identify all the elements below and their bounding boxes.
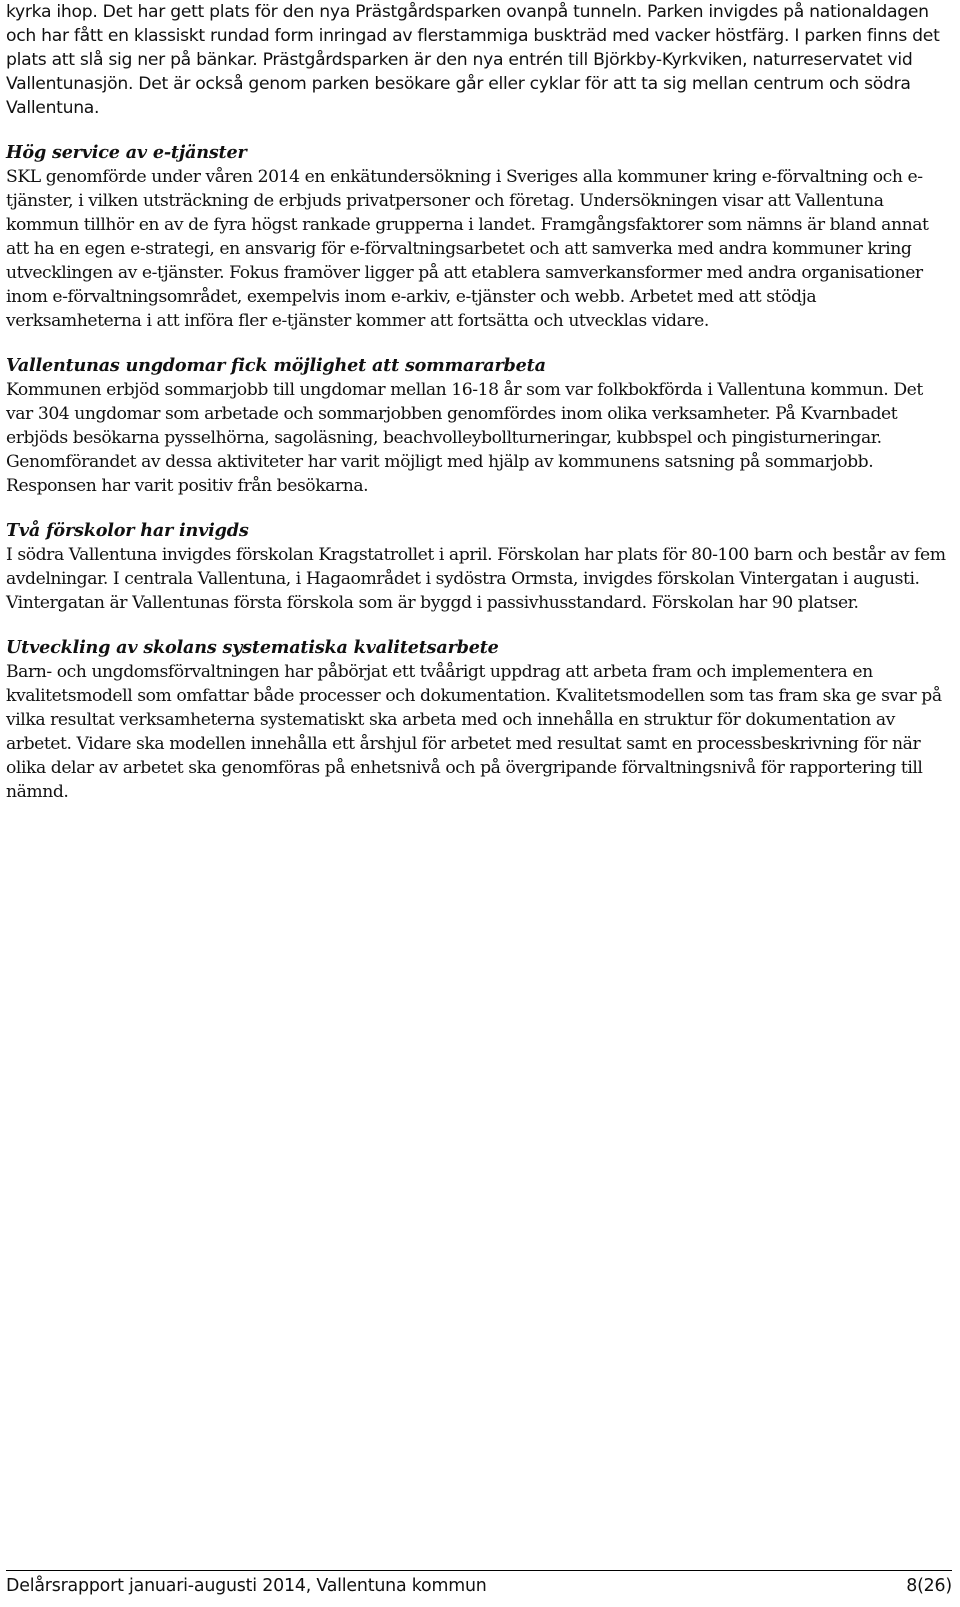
section-body: Kommunen erbjöd sommarjobb till ungdomar mellan 16-18 år som var folkbokförda i Vallentuna kommun. Det var 304 ungdomar som arbetade och sommarjobben genomfördes inom olika verksamheter. På Kvarnbadet erbjöds besökarna pysselhörna, sagoläsning, beachvolleybollturneringar, kubbspel och pingisturneringar. Genomförandet av dessa aktiviteter har varit möjligt med hjälp av kommunens satsning på sommarjobb. Responsen har varit positiv från besökarna. <box>6 380 923 496</box>
section-quality-work <box>6 636 952 804</box>
section-body: Barn- och ungdomsförvaltningen har påbörjat ett tvåårigt uppdrag att arbeta fram och implementera en kvalitetsmodell som omfattar både processer och dokumentation. Kvalitetsmodellen som tas fram ska ge svar på vilka resultat verksamheterna systematiskt ska arbeta med och innehålla en struktur för dokumentation av arbetet. Vidare ska modellen innehålla ett årshjul för arbetet med resultat samt en processbeskrivning för när olika delar av arbetet ska genomföras på enhetsnivå och på övergripande förvaltningsnivå för rapportering till nämnd. <box>6 662 942 802</box>
section-body: SKL genomförde under våren 2014 en enkätundersökning i Sveriges alla kommuner kring e-förvaltning och e-tjänster, i vilken utsträckning de erbjuds privatpersoner och företag. Undersökningen visar att Vallentuna kommun tillhör en av de fyra högst rankade grupperna i landet. Framgångsfaktorer som nämns är bland annat att ha en egen e-strategi, en ansvarig för e-förvaltningsarbetet och att samverka med andra kommuner kring utvecklingen av e-tjänster. Fokus framöver ligger på att etablera samverkansformer med andra organisationer inom e-förvaltningsområdet, exempelvis inom e-arkiv, e-tjänster och webb. Arbetet med att stödja verksamheterna i att införa fler e-tjänster kommer att fortsätta och utvecklas vidare. <box>6 167 929 331</box>
section-e-services <box>6 141 952 333</box>
section-body: I södra Vallentuna invigdes förskolan Kragstatrollet i april. Förskolan har plats för 80-100 barn och består av fem avdelningar. I centrala Vallentuna, i Hagaområdet i sydöstra Ormsta, invigdes förskolan Vintergatan i augusti. Vintergatan är Vallentunas första förskola som är byggd i passivhusstandard. Förskolan har 90 platser. <box>6 545 946 613</box>
intro-paragraph: kyrka ihop. Det har gett plats för den nya Prästgårdsparken ovanpå tunneln. Parken invigdes på nationaldagen och har fått en klassiskt rundad form inringad av flerstammiga buskträd med vacker höstfärg. I parken finns det plats att slå sig ner på bänkar. Prästgårdsparken är den nya entrén till Björkby-Kyrkviken, naturreservatet vid Vallentunasjön. Det är också genom parken besökare går eller cyklar för att ta sig mellan centrum och södra Vallentuna. <box>6 2 940 118</box>
section-heading: Två förskolor har invigds <box>6 520 249 541</box>
page-footer <box>6 1570 952 1598</box>
footer-report-title: Delårsrapport januari-augusti 2014, Vallentuna kommun <box>6 1576 487 1596</box>
document-page <box>6 0 952 804</box>
section-heading: Utveckling av skolans systematiska kvalitetsarbete <box>6 637 499 658</box>
section-summer-jobs <box>6 354 952 498</box>
footer-page-number: 8(26) <box>906 1576 952 1596</box>
section-preschools <box>6 519 952 615</box>
section-heading: Vallentunas ungdomar fick möjlighet att sommararbeta <box>6 355 546 376</box>
section-heading: Hög service av e-tjänster <box>6 142 247 163</box>
